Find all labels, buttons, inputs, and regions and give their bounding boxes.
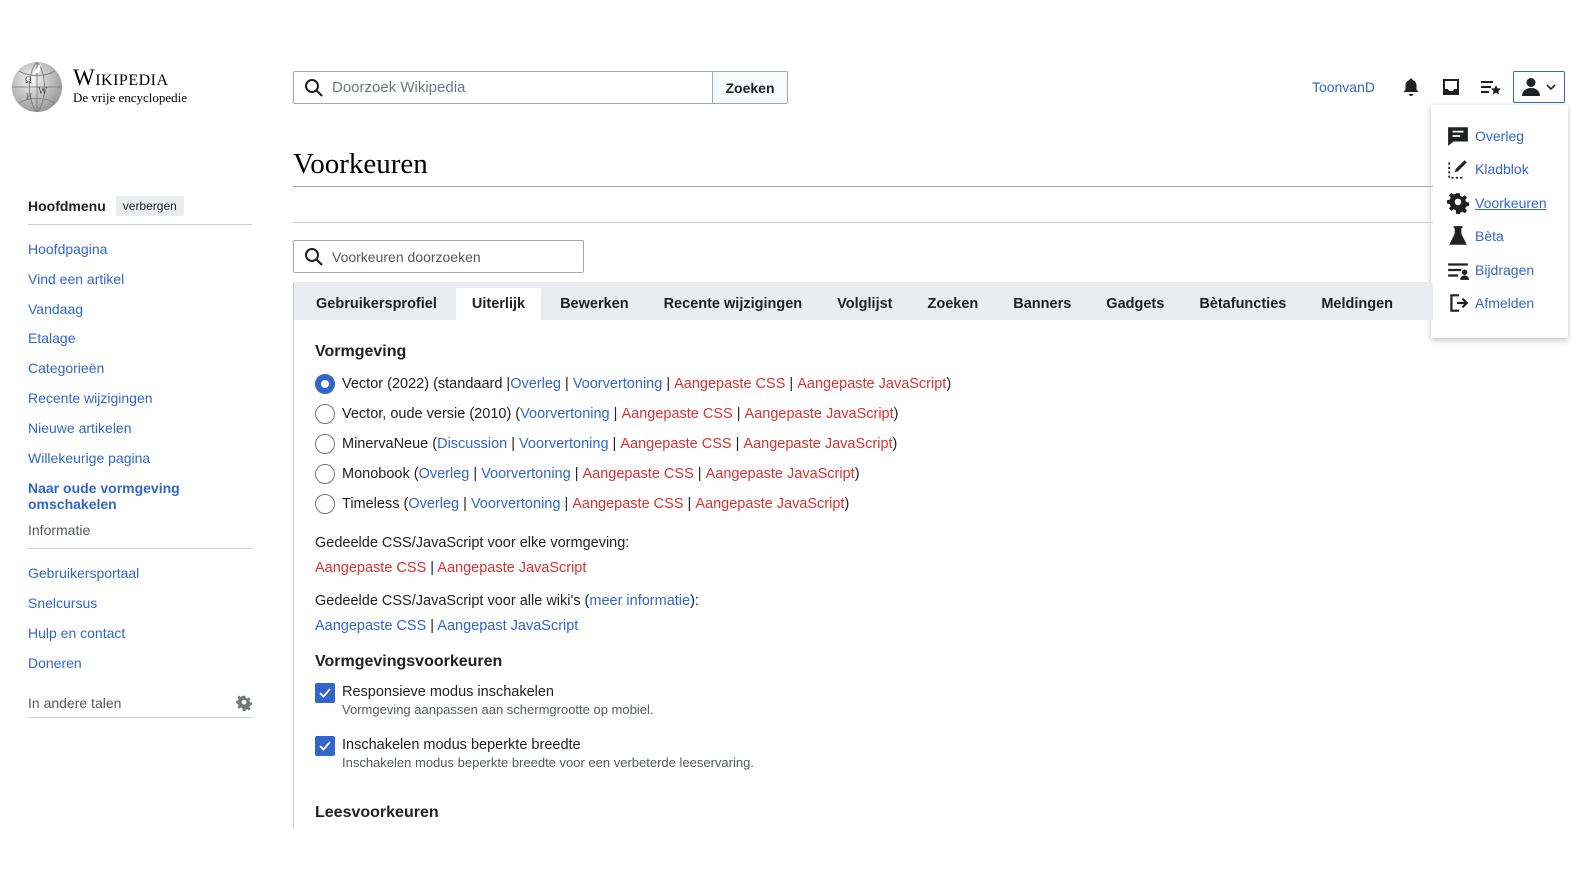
preferences-search <box>293 240 584 273</box>
languages-section <box>28 693 252 713</box>
skin-link[interactable]: Discussion <box>437 436 508 452</box>
search-box <box>293 71 712 104</box>
sidebar-item-categorieen[interactable]: Categorieën <box>28 360 105 377</box>
skin-redlink[interactable]: Aangepaste CSS <box>620 436 732 452</box>
preferences-search-input[interactable] <box>332 249 572 265</box>
skin-redlink[interactable]: Aangepaste CSS <box>582 466 694 482</box>
sidebar-item-snelcursus[interactable]: Snelcursus <box>28 595 98 612</box>
tab-meldingen[interactable]: Meldingen <box>1321 296 1394 312</box>
globe-logo-icon <box>11 61 63 113</box>
watchlist-icon <box>1480 77 1502 97</box>
search-icon <box>304 78 324 98</box>
skin-option-vector-2022: Vector (2022) (standaard | Overleg | Voorvertoning | Aangepaste CSS | Aangepaste JavaScript ) <box>315 369 1412 399</box>
skin-option-monobook: Monobook ( Overleg | Voorvertoning | Aangepaste CSS | Aangepaste JavaScript ) <box>315 459 1412 489</box>
sidebar-item-gebruikersportaal[interactable]: Gebruikersportaal <box>28 565 140 582</box>
search-input[interactable] <box>332 79 692 96</box>
skin-option-timeless: Timeless ( Overleg | Voorvertoning | Aangepaste CSS | Aangepaste JavaScript ) <box>315 489 1412 519</box>
checkmark-icon <box>318 686 332 700</box>
tab-gebruikersprofiel[interactable]: Gebruikersprofiel <box>316 296 437 312</box>
limited-width-checkbox[interactable] <box>315 736 335 756</box>
main-menu-title: Hoofdmenu <box>28 197 106 214</box>
section-title-vormgeving: Vormgeving <box>315 343 407 360</box>
sidebar-item-doneren[interactable]: Doneren <box>28 654 82 671</box>
tab-bewerken[interactable]: Bewerken <box>560 296 629 312</box>
skin-redlink[interactable]: Aangepaste CSS <box>621 406 733 422</box>
tab-uiterlijk[interactable]: Uiterlijk <box>456 288 541 320</box>
notifications-button[interactable] <box>1391 71 1431 103</box>
skin-link[interactable]: Voorvertoning <box>572 376 663 392</box>
hide-menu-button[interactable]: verbergen <box>116 196 184 216</box>
skin-redlink[interactable]: Aangepaste CSS <box>674 376 786 392</box>
skin-radio-vector-2022[interactable] <box>315 374 335 394</box>
skin-radio-vector-2010[interactable] <box>315 404 335 424</box>
shared-js-link[interactable]: Aangepaste JavaScript <box>437 560 587 576</box>
gear-icon[interactable] <box>236 695 252 711</box>
tab-zoeken[interactable]: Zoeken <box>927 296 979 312</box>
gear-icon <box>1447 192 1469 214</box>
svg-text:Ω: Ω <box>25 75 32 85</box>
option-responsive <box>315 683 1412 719</box>
sidebar-item-willekeurige-pagina[interactable]: Willekeurige pagina <box>28 449 151 466</box>
tab-betafuncties[interactable]: Bètafuncties <box>1199 296 1287 312</box>
limited-width-label: Inschakelen modus beperkte breedte <box>342 737 581 753</box>
shared-css-link[interactable]: Aangepaste CSS <box>315 560 427 576</box>
responsive-help: Vormgeving aanpassen aan schermgrootte op mobiel. <box>342 702 654 717</box>
checkmark-icon <box>318 739 332 753</box>
preferences-panel <box>293 282 1433 828</box>
skin-radio-monobook[interactable] <box>315 464 335 484</box>
switch-old-skin-link[interactable]: Naar oude vormgeving omschakelen <box>28 480 180 513</box>
skin-redlink[interactable]: Aangepaste JavaScript <box>744 406 894 422</box>
responsive-label: Responsieve modus inschakelen <box>342 684 554 700</box>
sidebar-item-vandaag[interactable]: Vandaag <box>28 300 84 317</box>
divider <box>28 224 252 225</box>
menu-item-voorkeuren[interactable]: Voorkeuren <box>1431 186 1568 220</box>
menu-item-bijdragen[interactable]: Bijdragen <box>1431 253 1568 287</box>
sidebar-item-recente-wijzigingen[interactable]: Recente wijzigingen <box>28 389 153 406</box>
page-title: Voorkeuren <box>293 148 1433 187</box>
skin-link[interactable]: Voorvertoning <box>519 436 609 452</box>
wikipedia-logo[interactable] <box>11 61 211 113</box>
page-toolbar <box>293 187 1433 223</box>
skin-redlink[interactable]: Aangepaste JavaScript <box>743 436 893 452</box>
sidebar-item-hoofdpagina[interactable]: Hoofdpagina <box>28 241 108 257</box>
preferences-tabs <box>294 282 1433 320</box>
watchlist-button[interactable] <box>1471 71 1511 103</box>
section-title-leesvoorkeuren: Leesvoorkeuren <box>315 804 439 821</box>
skin-option-vector-2010: Vector, oude versie (2010) ( Voorvertoning | Aangepaste CSS | Aangepaste JavaScript ) <box>315 399 1412 429</box>
skin-link[interactable]: Voorvertoning <box>520 406 610 422</box>
tagline: De vrije encyclopedie <box>73 90 188 105</box>
svg-text:W: W <box>38 86 48 97</box>
notices-button[interactable] <box>1431 71 1471 103</box>
more-info-link[interactable]: meer informatie <box>589 593 691 609</box>
languages-title: In andere talen <box>28 694 122 711</box>
option-limited-width <box>315 736 1412 772</box>
sidebar-item-vind-artikel[interactable]: Vind een artikel <box>28 270 125 287</box>
logout-icon <box>1447 292 1469 314</box>
main-menu-header <box>28 193 252 218</box>
shared-css-links: Aangepaste CSS | Aangepaste JavaScript <box>315 560 587 576</box>
preferences-body <box>294 343 1433 824</box>
skin-radio-minerva[interactable] <box>315 434 335 454</box>
info-section-title: Informatie <box>28 522 91 539</box>
sidebar-item-hulp-contact[interactable]: Hulp en contact <box>28 624 126 641</box>
tab-volglijst[interactable]: Volglijst <box>837 296 893 312</box>
skin-link[interactable]: Overleg <box>510 376 561 392</box>
global-js-link[interactable]: Aangepast JavaScript <box>437 618 579 634</box>
sidebar-item-nieuwe-artikelen[interactable]: Nieuwe artikelen <box>28 419 132 436</box>
global-css-link[interactable]: Aangepaste CSS <box>315 618 427 634</box>
skin-link[interactable]: Overleg <box>418 466 470 482</box>
speech-bubble-icon <box>1447 125 1469 147</box>
divider <box>28 717 252 718</box>
tab-gadgets[interactable]: Gadgets <box>1106 296 1165 312</box>
search-icon <box>304 247 324 267</box>
skin-link[interactable]: Voorvertoning <box>481 466 571 482</box>
skin-options <box>315 369 1412 519</box>
username-link[interactable]: ToonvanD <box>1311 79 1375 95</box>
user-menu-button[interactable] <box>1513 71 1565 103</box>
skin-redlink[interactable]: Aangepaste JavaScript <box>705 466 855 482</box>
section-title-vormgevingsvoorkeuren: Vormgevingsvoorkeuren <box>315 653 503 670</box>
divider <box>28 548 252 549</box>
user-avatar-icon <box>1521 77 1541 97</box>
user-menu-dropdown <box>1431 105 1568 338</box>
tab-banners[interactable]: Banners <box>1013 296 1072 312</box>
tray-icon <box>1441 77 1461 97</box>
menu-item-afmelden[interactable]: Afmelden <box>1431 287 1568 321</box>
chevron-down-icon <box>1545 81 1557 93</box>
main-menu-sidebar <box>28 193 252 728</box>
skin-link[interactable]: Voorvertoning <box>470 496 561 512</box>
contributions-icon <box>1447 259 1469 281</box>
menu-item-beta[interactable]: Bèta <box>1431 220 1568 254</box>
main-content <box>293 148 1433 273</box>
sandbox-icon <box>1447 158 1469 180</box>
limited-width-help: Inschakelen modus beperkte breedte voor een verbeterde leeservaring. <box>342 755 754 770</box>
search-button[interactable]: Zoeken <box>712 71 788 104</box>
shared-css-label: Gedeelde CSS/JavaScript voor elke vormgeving: <box>315 535 630 551</box>
user-tools <box>1312 71 1565 103</box>
skin-link[interactable]: Overleg <box>408 496 460 512</box>
global-css-links: Aangepaste CSS | Aangepast JavaScript <box>315 618 579 634</box>
site-search <box>293 71 788 104</box>
svg-text:И: И <box>26 92 32 101</box>
global-css-label: Gedeelde CSS/JavaScript voor alle wiki's (meer informatie): <box>315 593 699 609</box>
skin-redlink[interactable]: Aangepaste JavaScript <box>797 376 947 392</box>
skin-redlink[interactable]: Aangepaste CSS <box>572 496 684 512</box>
bell-icon <box>1401 77 1421 97</box>
sidebar-item-etalage[interactable]: Etalage <box>28 330 76 347</box>
menu-item-overleg[interactable]: Overleg <box>1431 119 1568 153</box>
responsive-checkbox[interactable] <box>315 683 335 703</box>
wordmark: Wikipedia <box>73 65 169 90</box>
menu-item-kladblok[interactable]: Kladblok <box>1431 153 1568 187</box>
skin-option-minerva: MinervaNeue ( Discussion | Voorvertoning | Aangepaste CSS | Aangepaste JavaScript ) <box>315 429 1412 459</box>
skin-redlink[interactable]: Aangepaste JavaScript <box>695 496 845 512</box>
tab-recente-wijzigingen[interactable]: Recente wijzigingen <box>663 296 803 312</box>
flask-icon <box>1447 225 1469 247</box>
skin-radio-timeless[interactable] <box>315 494 335 514</box>
